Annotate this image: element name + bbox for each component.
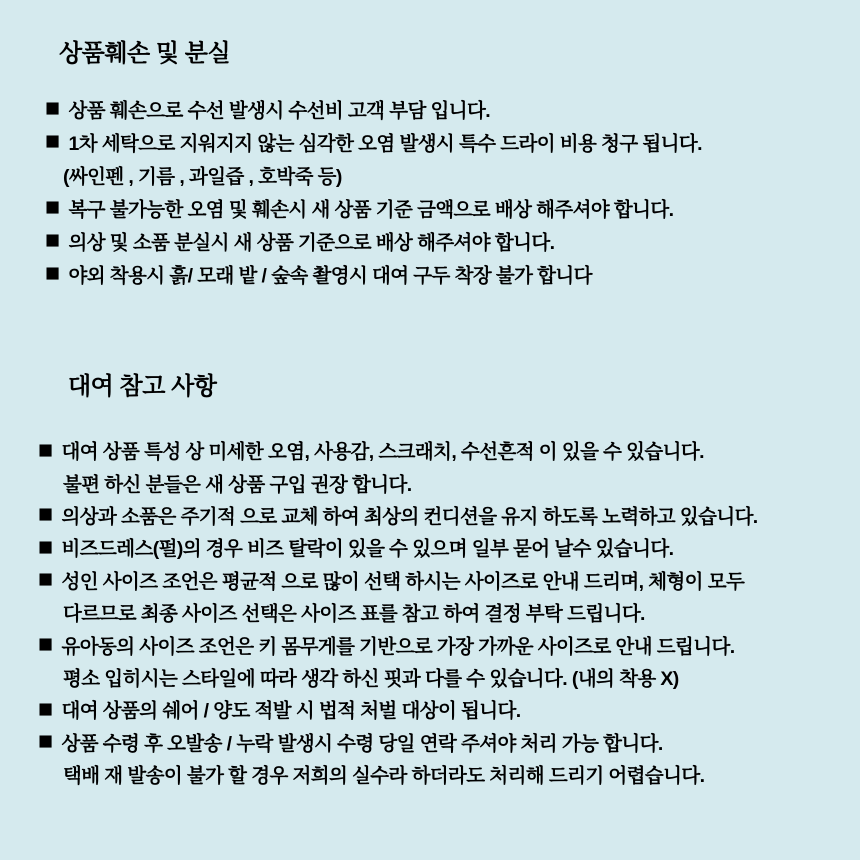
notice-item [38, 693, 758, 725]
square-bullet-icon: ■ [38, 694, 53, 723]
notice-item-continuation [38, 466, 758, 498]
rental-notes-list [38, 434, 758, 790]
square-bullet-icon: ■ [45, 127, 60, 155]
notice-text: 대여 상품의 쉐어 / 양도 적발 시 법적 처벌 대상이 됩니다. [61, 700, 521, 723]
square-bullet-icon: ■ [45, 94, 60, 122]
notice-text: 야외 착용시 흙/ 모래 밭 / 숲속 촬영시 대여 구두 착장 불가 합니다 [68, 264, 592, 287]
notice-text: 평소 입히시는 스타일에 따라 생각 하신 핏과 다를 수 있습니다. (내의 착용 X) [63, 667, 679, 690]
damage-loss-list [45, 92, 702, 290]
notice-item [38, 499, 758, 531]
notice-text: 비즈드레스(펄)의 경우 비즈 탈락이 있을 수 있으며 일부 묻어 날수 있습니다. [61, 538, 674, 561]
notice-item [38, 434, 758, 466]
square-bullet-icon: ■ [38, 727, 53, 756]
notice-text: 다르므로 최종 사이즈 선택은 사이즈 표를 참고 하여 결정 부탁 드립니다. [63, 603, 645, 626]
notice-text: 상품 훼손으로 수선 발생시 수선비 고객 부담 입니다. [68, 99, 491, 122]
notice-item [45, 125, 702, 158]
notice-item [45, 224, 702, 257]
notice-text: 대여 상품 특성 상 미세한 오염, 사용감, 스크래치, 수선흔적 이 있을 수 있습니다. [61, 441, 704, 464]
notice-text: 1차 세탁으로 지워지지 않는 심각한 오염 발생시 특수 드라이 비용 청구 됩니다. [68, 132, 702, 155]
notice-item [38, 628, 758, 660]
section-title-damage-loss: 상품훼손 및 분실 [59, 40, 231, 67]
notice-item-continuation [45, 158, 702, 191]
notice-text: 복구 불가능한 오염 및 훼손시 새 상품 기준 금액으로 배상 해주셔야 합니다. [68, 198, 674, 221]
notice-item [38, 564, 758, 596]
notice-item [45, 92, 702, 125]
notice-item [38, 726, 758, 758]
square-bullet-icon: ■ [45, 259, 60, 287]
notice-text: 택배 재 발송이 불가 할 경우 저희의 실수라 하더라도 처리해 드리기 어렵습니다. [63, 765, 705, 788]
square-bullet-icon: ■ [38, 532, 53, 561]
square-bullet-icon: ■ [45, 226, 60, 254]
notice-item [45, 191, 702, 224]
notice-text: 성인 사이즈 조언은 평균적 으로 많이 선택 하시는 사이즈로 안내 드리며, 체형이 모두 [61, 570, 745, 593]
notice-item-continuation [38, 596, 758, 628]
notice-item [38, 531, 758, 563]
notice-item [45, 257, 702, 290]
notice-text: 유아동의 사이즈 조언은 키 몸무게를 기반으로 가장 가까운 사이즈로 안내 드립니다. [61, 635, 735, 658]
notice-text: (싸인펜 , 기름 , 과일즙 , 호박죽 등) [63, 165, 342, 188]
notice-item-continuation [38, 661, 758, 693]
square-bullet-icon: ■ [38, 565, 53, 594]
notice-text: 의상 및 소품 분실시 새 상품 기준으로 배상 해주셔야 합니다. [68, 231, 555, 254]
square-bullet-icon: ■ [38, 630, 53, 659]
section-title-rental-notes: 대여 참고 사항 [68, 373, 217, 400]
square-bullet-icon: ■ [45, 193, 60, 221]
notice-item-continuation [38, 758, 758, 790]
notice-text: 의상과 소품은 주기적 으로 교체 하여 최상의 컨디션을 유지 하도록 노력하고 있습니다. [61, 505, 758, 528]
notice-text: 상품 수령 후 오발송 / 누락 발생시 수령 당일 연락 주셔야 처리 가능 합니다. [61, 732, 663, 755]
square-bullet-icon: ■ [38, 435, 53, 464]
notice-text: 불편 하신 분들은 새 상품 구입 권장 합니다. [63, 473, 412, 496]
square-bullet-icon: ■ [38, 500, 53, 529]
